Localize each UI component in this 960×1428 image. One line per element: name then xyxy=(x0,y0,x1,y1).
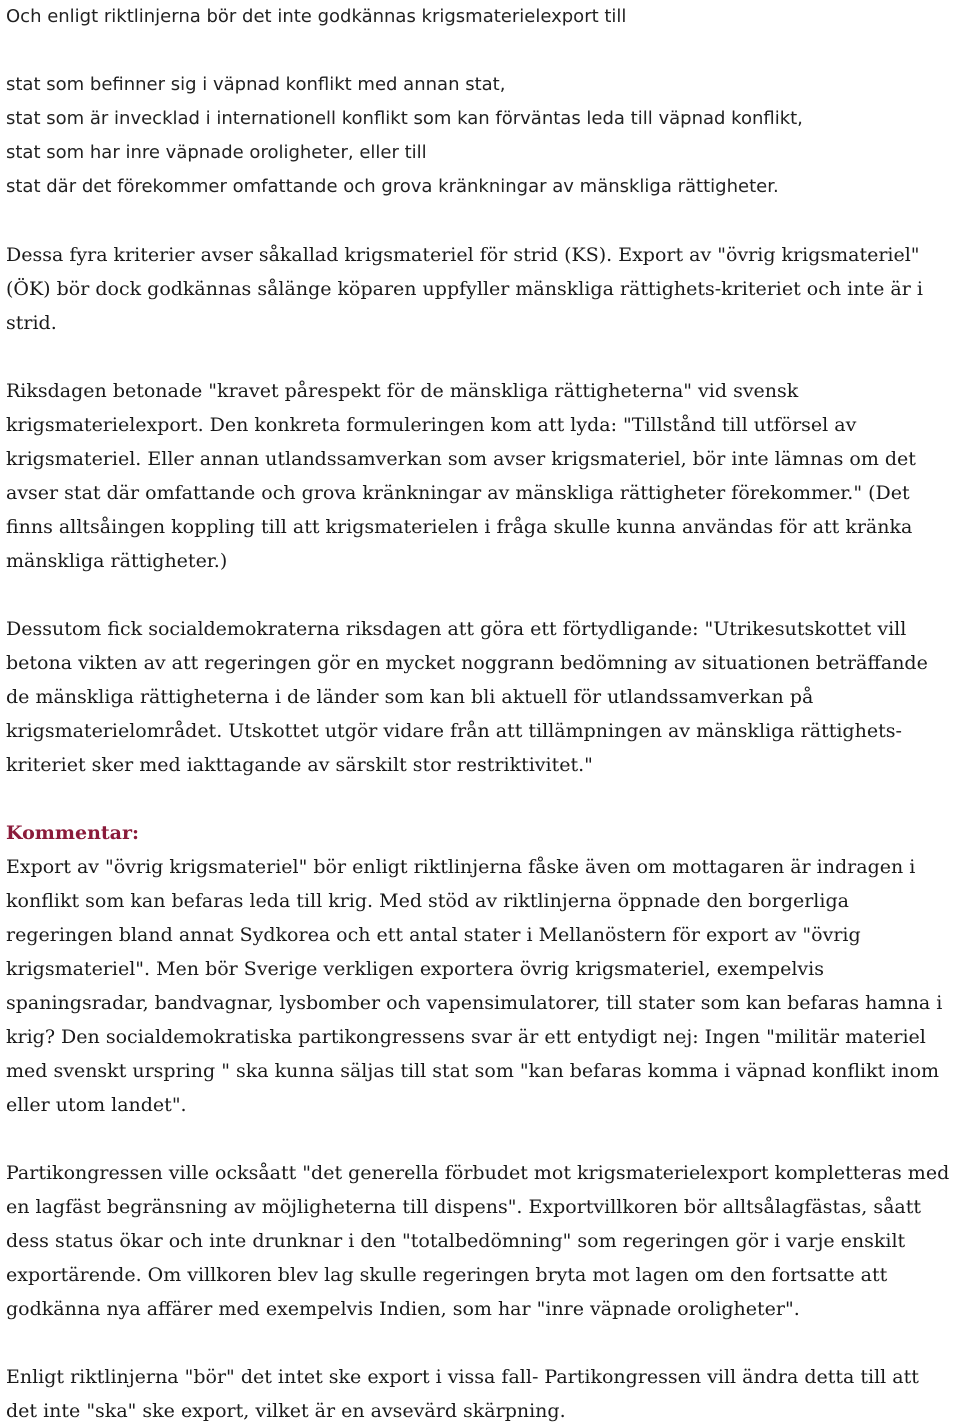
criterion-item: stat som är invecklad i internationell konflikt som kan förväntas leda till väpnad konflikt, xyxy=(6,108,803,129)
paragraph-riksdagen: Riksdagen betonade "kravet pårespekt för de mänskliga rättigheterna" vid svensk krigsmaterielexport. Den konkreta formuleringen kom att lyda: "Tillstånd till utförsel av krigsmateriel. Eller annan utlandssamverkan som avser krigsmateriel, bör inte lämnas om det avser stat där omfattande och grova kränkningar av mänskliga rättigheter förekommer." (Det finns alltsåingen koppling till att krigsmaterielen i fråga skulle kunna användas för att kränka mänskliga rättigheter.) xyxy=(6,380,916,572)
intro-line: Och enligt riktlinjerna bör det inte godkännas krigsmaterielexport till xyxy=(6,6,627,27)
paragraph-partikongressen: Partikongressen ville ocksåatt "det generella förbudet mot krigsmaterielexport kompletteras med en lagfäst begränsning av möjligheterna till dispens". Exportvillkoren bör alltsålagfästas, såatt dess status ökar och inte drunknar i den "totalbedömning" som regeringen gör i varje enskilt exportärende. Om villkoren blev lag skulle regeringen bryta mot lagen om den fortsatte att godkänna nya affärer med exempelvis Indien, som har "inre väpnade oroligheter". xyxy=(6,1162,950,1320)
paragraph-ks-criteria: Dessa fyra kriterier avser såkallad krigsmateriel för strid (KS). Export av "övrig krigsmateriel" (ÖK) bör dock godkännas sålänge köparen uppfyller mänskliga rättighets-kriteriet och inte är i strid. xyxy=(6,244,923,334)
spacer xyxy=(6,1326,954,1360)
paragraph-comment: Export av "övrig krigsmateriel" bör enligt riktlinjerna fåske även om mottagaren är indragen i konflikt som kan befaras leda till krig. Med stöd av riktlinjerna öppnade den borgerliga regeringen bland annat Sydkorea och ett antal stater i Mellanöstern för export av "övrig krigsmateriel". Men bör Sverige verkligen exportera övrig krigsmateriel, exempelvis spaningsradar, bandvagnar, lysbomber och vapensimulatorer, till stater som kan befaras hamna i krig? Den socialdemokratiska partikongressens svar är ett entydigt nej: Ingen "militär materiel med svenskt urspring " ska kunna säljas till stat som "kan befaras komma i väpnad konflikt inom eller utom landet". xyxy=(6,856,943,1116)
spacer xyxy=(6,578,954,612)
criterion-item: stat där det förekommer omfattande och grova kränkningar av mänskliga rättigheter. xyxy=(6,176,779,197)
spacer xyxy=(6,782,954,816)
criteria-list xyxy=(6,34,954,204)
spacer xyxy=(6,340,954,374)
paragraph-utrikesutskottet: Dessutom fick socialdemokraterna riksdagen att göra ett förtydligande: "Utrikesutskottet vill betona vikten av att regeringen gör en mycket noggrann bedömning av situationen beträffande de mänskliga rättigheterna i de länder som kan bli aktuell för utlandssamverkan på krigsmaterielområdet. Utskottet utgör vidare från att tillämpningen av mänskliga rättighets-kriteriet sker med iakttagande av särskilt stor restriktivitet." xyxy=(6,618,928,776)
criterion-item: stat som befinner sig i väpnad konflikt med annan stat, xyxy=(6,74,506,95)
spacer xyxy=(6,1122,954,1156)
paragraph-conclusion: Enligt riktlinjerna "bör" det intet ske export i vissa fall- Partikongressen vill ändra detta till att det inte "ska" ske export, vilket är en avsevärd skärpning. xyxy=(6,1366,919,1422)
criterion-item: stat som har inre väpnade oroligheter, eller till xyxy=(6,142,427,163)
comment-heading: Kommentar: xyxy=(6,822,139,844)
spacer xyxy=(6,204,954,238)
